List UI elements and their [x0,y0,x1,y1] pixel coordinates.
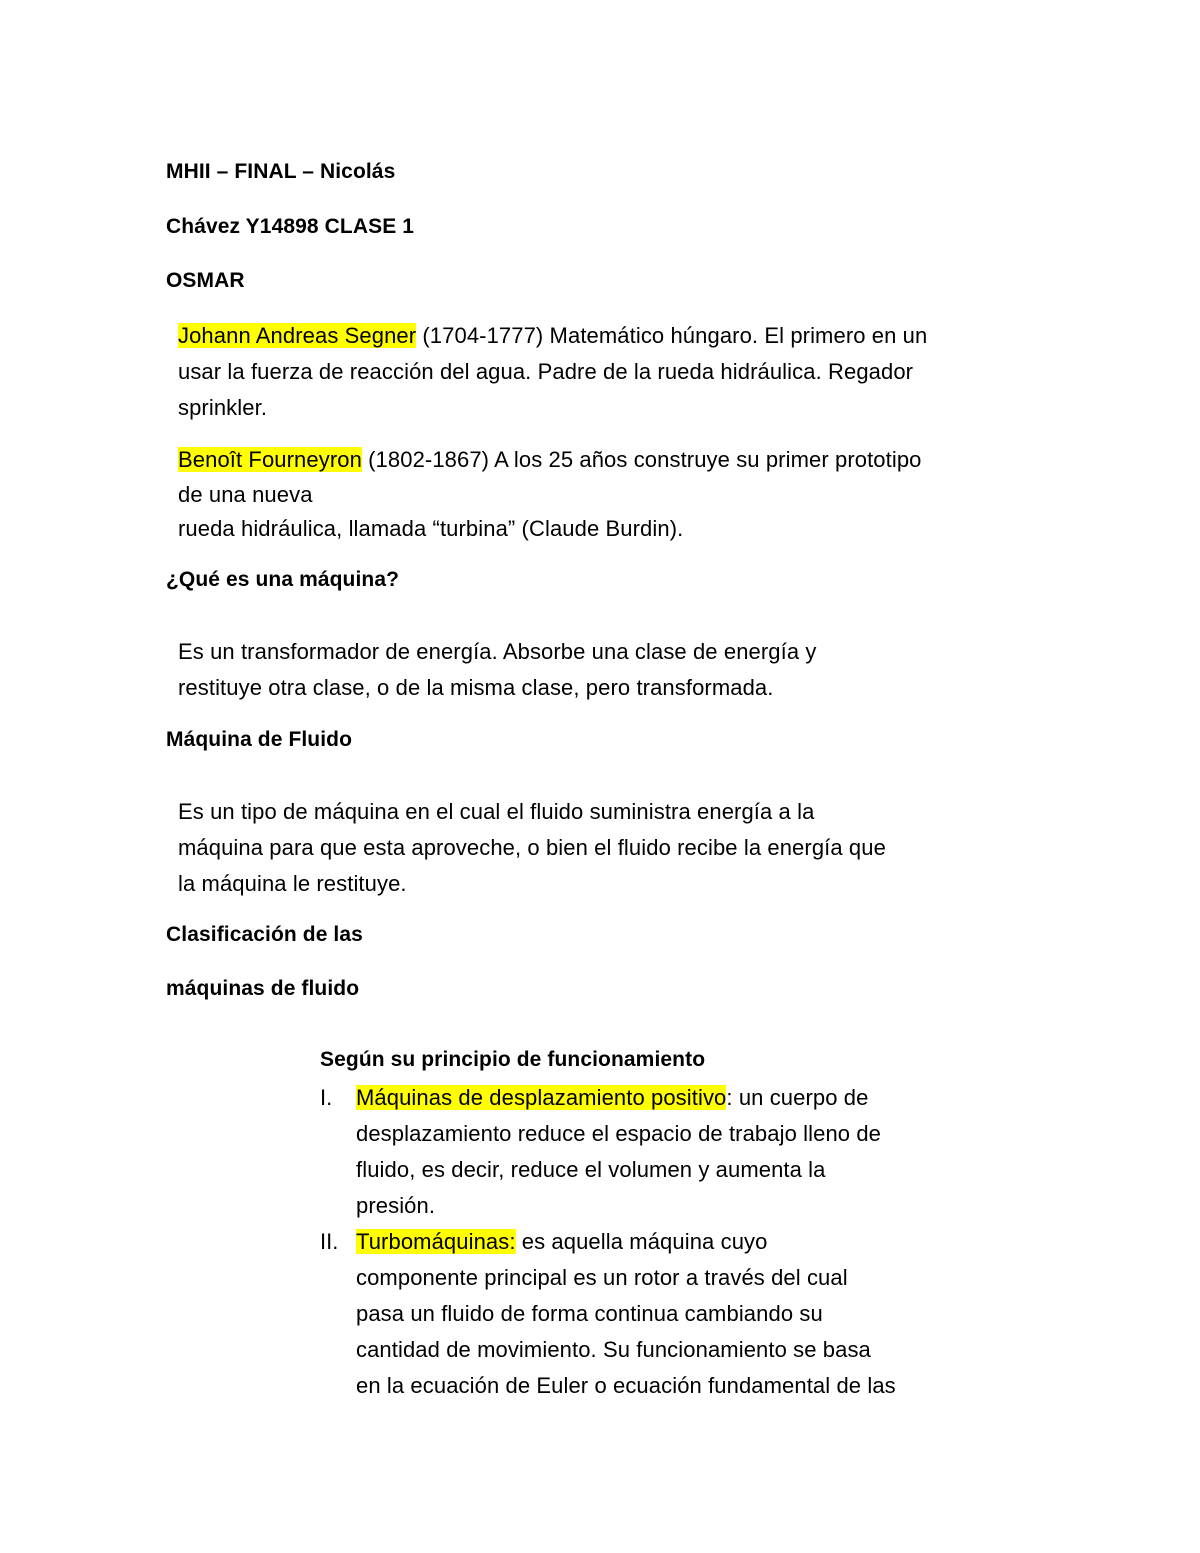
segner-name-highlight: Johann Andreas Segner [178,323,417,348]
maquina-line-1: Es un transformador de energía. Absorbe una clase de energía y [178,639,817,664]
item-1-line-1-rest: : un cuerpo de [726,1085,869,1110]
item-2-line-1 [356,1228,767,1256]
maquina-line-2: restituye otra clase, o de la misma clase, pero transformada. [178,675,774,700]
maquina-heading: ¿Qué es una máquina? [166,568,400,591]
clasificacion-heading-2: máquinas de fluido [166,977,360,1000]
item-1-term-highlight: Máquinas de desplazamiento positivo [356,1085,727,1110]
item-2-line-1-rest: es aquella máquina cuyo [515,1229,768,1254]
principio-subheading: Según su principio de funcionamiento [320,1048,706,1071]
item-2-line-3: pasa un fluido de forma continua cambiando su [356,1301,823,1326]
fourneyron-line-1 [178,446,922,474]
fourneyron-line-1-rest: (1802-1867) A los 25 años construye su primer prototipo [361,447,922,472]
item-1-line-2: desplazamiento reduce el espacio de trabajo lleno de [356,1121,881,1146]
fluido-line-3: la máquina le restituye. [178,871,407,896]
fluido-line-2: máquina para que esta aproveche, o bien el fluido recibe la energía que [178,835,886,860]
item-2-line-5: en la ecuación de Euler o ecuación fundamental de las [356,1373,896,1398]
title-line-3: OSMAR [166,269,245,292]
clasificacion-heading-1: Clasificación de las [166,923,363,946]
segner-line-1 [178,322,927,350]
fluido-heading: Máquina de Fluido [166,728,353,751]
item-1-line-1 [356,1084,868,1112]
item-2-term-highlight: Turbomáquinas: [356,1229,516,1254]
item-1-line-4: presión. [356,1193,436,1218]
fourneyron-line-3: rueda hidráulica, llamada “turbina” (Claude Burdin). [178,516,684,541]
fourneyron-line-2: de una nueva [178,482,313,507]
fluido-line-1: Es un tipo de máquina en el cual el fluido suministra energía a la [178,799,815,824]
segner-line-1-rest: (1704-1777) Matemático húngaro. El primero en un [416,323,928,348]
item-1-line-3: fluido, es decir, reduce el volumen y aumenta la [356,1157,826,1182]
list-numeral-2: II. [320,1229,339,1254]
segner-line-3: sprinkler. [178,395,268,420]
fourneyron-name-highlight: Benoît Fourneyron [178,447,362,472]
list-numeral-1: I. [320,1085,333,1110]
segner-line-2: usar la fuerza de reacción del agua. Padre de la rueda hidráulica. Regador [178,359,914,384]
title-line-1: MHII – FINAL – Nicolás [166,160,396,183]
title-line-2: Chávez Y14898 CLASE 1 [166,215,415,238]
item-2-line-2: componente principal es un rotor a través del cual [356,1265,848,1290]
item-2-line-4: cantidad de movimiento. Su funcionamiento se basa [356,1337,871,1362]
